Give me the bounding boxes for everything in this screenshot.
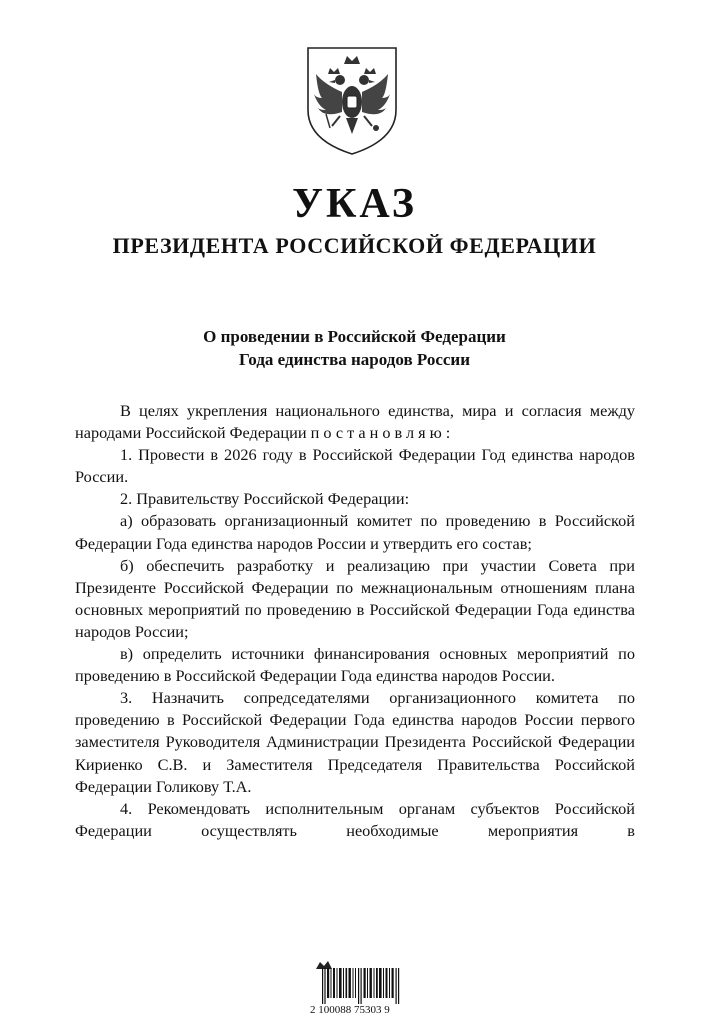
issuer-subtitle: ПРЕЗИДЕНТА РОССИЙСКОЙ ФЕДЕРАЦИИ <box>112 233 597 258</box>
intro-end: : <box>445 423 451 443</box>
document-type-title: УКАЗ <box>292 181 417 227</box>
paragraph-4: 4. Рекомендовать исполнительным органам субъектов Российской Федерации осуществлять необходимые мероприятия в <box>75 798 635 840</box>
intro-text: В целях укрепления национального единства, мира и согласия между народами Российской Федерации <box>75 401 635 443</box>
coat-of-arms-icon <box>302 44 402 156</box>
paragraph-2v: в) определить источники финансирования основных мероприятий по проведению в Российской Федерации Года единства народов России. <box>75 644 635 686</box>
paragraph-2a: а) образовать организационный комитет по проведению в Российской Федерации Года единства народов России и утвердить его состав; <box>75 511 635 553</box>
heading-line-2: Года единства народов России <box>238 350 471 369</box>
heading-line-1: О проведении в Российской Федерации <box>203 327 506 346</box>
decree-body <box>75 400 635 842</box>
intro-paragraph <box>75 400 635 444</box>
barcode-number: 2 100088 75303 9 <box>310 1004 390 1016</box>
resolve-word: постановляю <box>310 423 446 443</box>
paragraph-2b: б) обеспечить разработку и реализацию при участии Совета при Президенте Российской Федерации по межнациональным отношениям плана основных мероприятий по проведению в Российской Федерации Года единства народов России; <box>75 555 635 641</box>
paragraph-3: 3. Назначить сопредседателями организационного комитета по проведению в Российской Федерации Года единства народов России первого заместителя Руководителя Администрации Президента Российской Федерации Кириенко С.В. и Заместителя Председателя Правительства Российской Федерации Голикову Т.А. <box>75 688 635 796</box>
decree-heading <box>0 325 709 371</box>
barcode-icon <box>322 968 400 1004</box>
barcode <box>310 960 406 1020</box>
paragraph-2: 2. Правительству Российской Федерации: <box>120 489 410 509</box>
paragraph-1: 1. Провести в 2026 году в Российской Федерации Год единства народов России. <box>75 445 635 487</box>
